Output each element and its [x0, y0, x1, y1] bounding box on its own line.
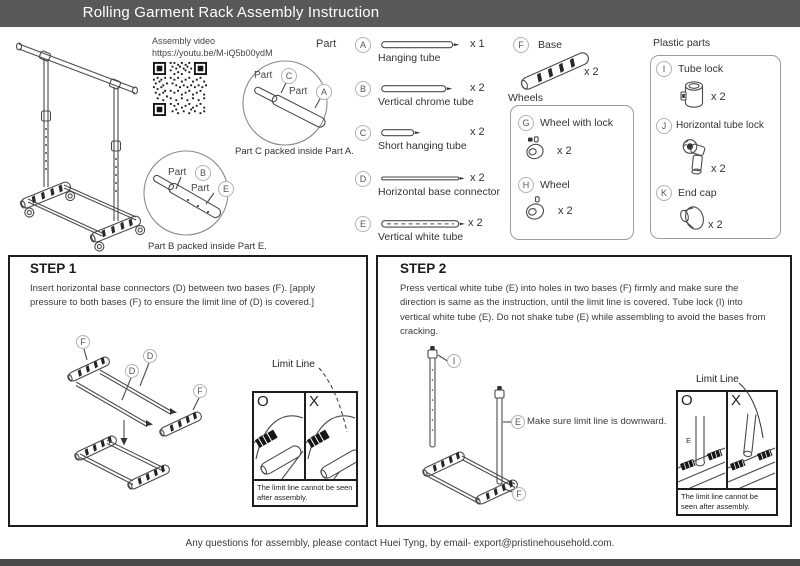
- limit2-correct-panel: [678, 392, 726, 488]
- wheel-with-lock-icon: [524, 136, 548, 162]
- plastic-parts-box: [650, 55, 781, 239]
- part-b-qty: x 2: [470, 82, 485, 94]
- part-e-name: Vertical white tube: [378, 231, 464, 243]
- garment-rack-illustration: [6, 29, 156, 247]
- callout-ca-label-a: Part: [289, 86, 308, 97]
- assembly-video-label: Assembly video: [152, 36, 216, 46]
- assembly-video-url: https://youtu.be/M-iQ5b00ydM: [152, 48, 273, 58]
- part-f-qty: x 2: [584, 66, 599, 78]
- limit-caption-step2: The limit line cannot be seen after assembly.: [678, 488, 776, 514]
- part-h-qty: x 2: [558, 205, 573, 217]
- part-k-name: End cap: [678, 187, 717, 199]
- part-b-name: Vertical chrome tube: [378, 96, 474, 108]
- part-j-badge: J: [656, 118, 672, 134]
- limit2-e-label: E: [686, 436, 692, 445]
- part-a-badge: A: [355, 37, 371, 53]
- part-i-badge: I: [656, 61, 672, 77]
- step1-illustration: [16, 326, 258, 518]
- qr-code: [153, 62, 207, 116]
- limit2-ok-mark: O: [681, 392, 693, 409]
- callout-be-label-e: Part: [191, 183, 210, 194]
- step2-body: Press vertical white tube (E) into holes in two bases (F) firmly and make sure the direction is same as the instruction, until the limit line is covered. Tube lock (I) into vertical white tube (E). Do not shake tube (E) while assembling to avoid the bases from cracking.: [400, 283, 766, 337]
- step1-label-d1: D: [146, 351, 154, 361]
- part-g-name: Wheel with lock: [540, 117, 613, 129]
- step2-illustration: [392, 342, 682, 524]
- title-bar: [0, 0, 800, 27]
- limit-caption-step1: The limit line cannot be seen after assembly.: [254, 479, 356, 505]
- step1-label-f1: F: [80, 337, 86, 347]
- wheels-section-label: Wheels: [508, 92, 544, 104]
- contact-footer: Any questions for assembly, please contact Huei Tyng, by email- export@pristinehousehold.com.: [185, 538, 615, 549]
- bottom-bar: [0, 559, 800, 566]
- part-h-name: Wheel: [540, 179, 570, 191]
- callout-be-caption: Part B packed inside Part E.: [148, 241, 267, 252]
- limit2-wrong-mark: X: [731, 392, 742, 409]
- step2-label-i: I: [452, 356, 456, 366]
- page-title: Rolling Garment Rack Assembly Instruction: [82, 4, 380, 21]
- horizontal-tube-lock-icon: [681, 138, 711, 178]
- part-c-qty: x 2: [470, 126, 485, 138]
- vertical-chrome-tube-icon: [381, 84, 455, 94]
- part-d-name: Horizontal base connector: [378, 186, 500, 198]
- limit-line-leader-step1: [305, 366, 360, 438]
- callout-part-b-in-e: [142, 149, 230, 237]
- step2-note: Make sure limit line is downward.: [527, 416, 667, 427]
- callout-ca-caption: Part C packed inside Part A.: [235, 146, 354, 157]
- step1-body: Insert horizontal base connectors (D) between two bases (F). [apply pressure to both bases (F) to ensure the limit line of (D) is covered.]: [30, 283, 316, 309]
- step2-label-e: E: [514, 417, 522, 427]
- part-c-name: Short hanging tube: [378, 140, 467, 152]
- hanging-tube-icon: [381, 40, 461, 50]
- limit-correct-panel: [254, 393, 304, 479]
- limit-line-label-step2: Limit Line: [696, 374, 739, 385]
- part-h-badge: H: [518, 177, 534, 193]
- part-k-qty: x 2: [708, 219, 723, 231]
- part-e-qty: x 2: [468, 217, 483, 229]
- part-j-qty: x 2: [711, 163, 726, 175]
- limit-line-leader-step2: [731, 380, 779, 442]
- vertical-white-tube-icon: [381, 219, 467, 229]
- part-d-qty: x 2: [470, 172, 485, 184]
- part-e-badge: E: [355, 216, 371, 232]
- end-cap-icon: [677, 203, 707, 233]
- step1-label-f2: F: [197, 386, 203, 396]
- plastic-parts-section-label: Plastic parts: [653, 37, 711, 49]
- part-i-qty: x 2: [711, 91, 726, 103]
- tube-lock-icon: [680, 79, 706, 111]
- part-i-name: Tube lock: [678, 63, 724, 75]
- part-b-badge: B: [355, 81, 371, 97]
- parts-header: Part: [316, 38, 337, 50]
- step2-title: STEP 2: [400, 261, 447, 276]
- wheel-icon: [524, 196, 548, 222]
- part-letter-e: E: [218, 181, 234, 197]
- part-g-badge: G: [518, 115, 534, 131]
- limit2-correct-art: [678, 412, 725, 488]
- horizontal-base-connector-icon: [381, 175, 467, 182]
- part-c-badge: C: [355, 125, 371, 141]
- part-letter-b: B: [195, 165, 211, 181]
- part-d-badge: D: [355, 171, 371, 187]
- callout-be-label-b: Part: [168, 167, 187, 178]
- short-hanging-tube-icon: [381, 128, 423, 138]
- limit-ok-mark: O: [257, 393, 269, 410]
- part-a-name: Hanging tube: [378, 52, 441, 64]
- part-g-qty: x 2: [557, 145, 572, 157]
- part-k-badge: K: [656, 185, 672, 201]
- limit-line-label-step1: Limit Line: [272, 359, 315, 370]
- part-f-badge: F: [513, 37, 529, 53]
- part-j-name: Horizontal tube lock: [676, 120, 764, 131]
- callout-ca-label-c: Part: [254, 70, 273, 81]
- step1-label-d2: D: [128, 366, 136, 376]
- step1-title: STEP 1: [30, 261, 77, 276]
- limit-wrong-mark: X: [309, 393, 320, 410]
- part-f-name: Base: [538, 39, 562, 51]
- step2-label-f: F: [516, 489, 522, 499]
- part-letter-c: C: [281, 68, 297, 84]
- part-a-qty: x 1: [470, 38, 485, 50]
- part-letter-a: A: [316, 84, 332, 100]
